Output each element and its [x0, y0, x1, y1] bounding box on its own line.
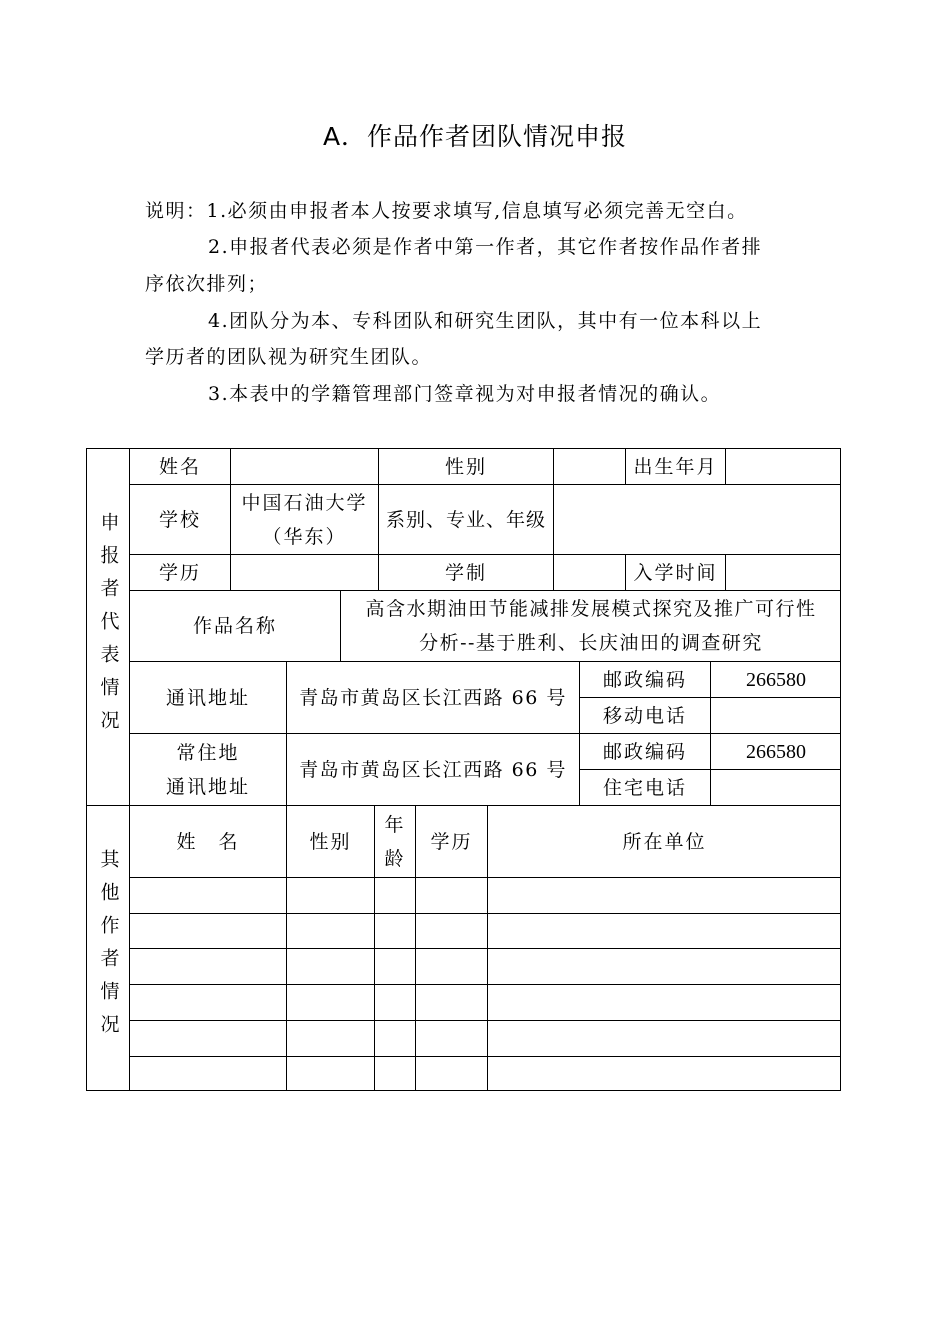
- application-form-table: [86, 448, 841, 1091]
- note-line-5: 学历者的团队视为研究生团队。: [145, 346, 433, 368]
- birth-field[interactable]: [726, 449, 841, 484]
- others-section-label: 其他作者情况: [97, 849, 120, 1047]
- perm-addr-label: [130, 734, 286, 805]
- note-line-6: 3.本表中的学籍管理部门签章视为对申报者情况的确认。: [208, 383, 722, 405]
- dept-field[interactable]: [554, 485, 841, 554]
- school-value-line-1: 中国石油大学: [241, 491, 368, 514]
- school-label: 学校: [158, 508, 201, 531]
- name-field[interactable]: [231, 449, 378, 484]
- dept-label: 系别、专业、年级: [385, 508, 546, 531]
- addr-label: 通讯地址: [165, 686, 250, 709]
- enroll-label: 入学时间: [633, 561, 718, 584]
- note-line-1: 说明：1.必须由申报者本人按要求填写,信息填写必须完善无空白。: [145, 200, 748, 222]
- perm-addr-label-line-1: 常住地: [176, 741, 240, 764]
- perm-addr-value: 青岛市黄岛区长江西路 66 号: [299, 758, 567, 781]
- work-title: [341, 591, 841, 661]
- col-gender: 性别: [309, 830, 352, 853]
- gender-label: 性别: [444, 455, 487, 478]
- col-age: [375, 806, 415, 877]
- table-row[interactable]: [130, 878, 841, 913]
- table-row[interactable]: [130, 1057, 841, 1090]
- work-label: 作品名称: [192, 615, 277, 637]
- mobile-field[interactable]: [711, 698, 841, 733]
- col-unit: 所在单位: [622, 830, 707, 853]
- work-title-line-1: 高含水期油田节能减排发展模式探究及推广可行性: [365, 598, 817, 620]
- edu-field[interactable]: [231, 555, 378, 590]
- schooling-label: 学制: [444, 561, 487, 584]
- col-name: 姓 名: [176, 830, 240, 853]
- mobile-label: 移动电话: [602, 704, 687, 727]
- enroll-field[interactable]: [726, 555, 841, 590]
- table-row[interactable]: [130, 914, 841, 948]
- edu-label: 学历: [158, 561, 201, 584]
- table-row[interactable]: [130, 1021, 841, 1056]
- addr-value: 青岛市黄岛区长江西路 66 号: [299, 686, 567, 709]
- note-line-3: 序依次排列；: [145, 273, 269, 295]
- schooling-field[interactable]: [554, 555, 625, 590]
- note-line-4: 4.团队分为本、专科团队和研究生团队，其中有一位本科以上: [208, 310, 763, 332]
- zip-value: 266580: [746, 668, 806, 691]
- birth-label: 出生年月: [633, 455, 718, 478]
- col-edu: 学历: [430, 830, 473, 853]
- home-phone-field[interactable]: [711, 770, 841, 805]
- school-value-line-2: （华东）: [262, 525, 347, 548]
- zip2-value: 266580: [746, 740, 806, 763]
- table-row[interactable]: [130, 985, 841, 1020]
- school-value: [231, 485, 378, 554]
- table-row[interactable]: [130, 949, 841, 984]
- zip2-label: 邮政编码: [602, 740, 687, 763]
- col-age-line-2: 龄: [384, 847, 406, 870]
- name-label: 姓名: [158, 455, 201, 478]
- work-title-line-2: 分析--基于胜利、长庆油田的调查研究: [419, 632, 763, 654]
- col-age-line-1: 年: [384, 813, 406, 836]
- note-line-2: 2.申报者代表必须是作者中第一作者，其它作者按作品作者排: [208, 236, 763, 258]
- page-title: A．作品作者团队情况申报: [322, 122, 628, 151]
- home-phone-label: 住宅电话: [602, 776, 687, 799]
- zip-label: 邮政编码: [602, 668, 687, 691]
- rep-section-label: 申报者代表情况: [97, 511, 120, 743]
- gender-field[interactable]: [554, 449, 625, 484]
- perm-addr-label-line-2: 通讯地址: [165, 775, 250, 798]
